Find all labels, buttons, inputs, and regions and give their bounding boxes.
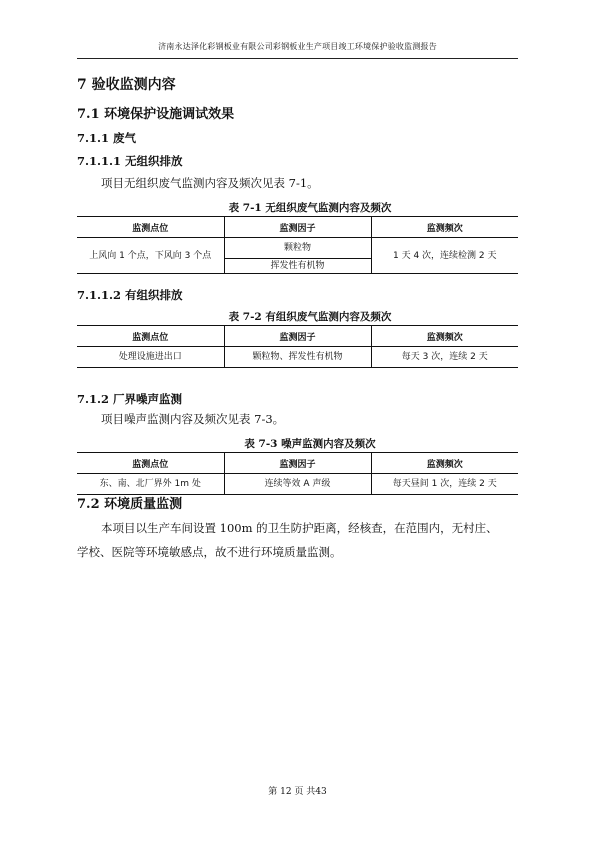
- table-header-cell: 监测点位: [77, 217, 224, 238]
- table-header-cell: 监测频次: [371, 326, 518, 347]
- section-7-1-2-heading: 7.1.2 厂界噪声监测: [77, 392, 183, 406]
- monitoring-point-cell: 上风向 1 个点，下风向 3 个点: [77, 238, 224, 274]
- table-7-1-intro: 项目无组织废气监测内容及频次见表 7-1。: [101, 176, 319, 190]
- table-7-3: [77, 452, 518, 495]
- table-7-2: [77, 325, 518, 368]
- table-7-1-header-row: [77, 217, 518, 238]
- table-7-2-caption: 表 7-2 有组织废气监测内容及频次: [228, 311, 392, 323]
- header-divider: [77, 58, 518, 59]
- frequency-cell: 1 天 4 次，连续检测 2 天: [371, 238, 518, 274]
- table-7-3-header-row: [77, 453, 518, 474]
- table-7-1: [77, 216, 518, 274]
- table-7-3-intro: 项目噪声监测内容及频次见表 7-3。: [101, 412, 285, 426]
- frequency-cell: 每天昼间 1 次，连续 2 天: [371, 474, 518, 495]
- section-7-1-heading: 7.1 环境保护设施调试效果: [77, 107, 235, 122]
- table-row: [77, 474, 518, 495]
- section-7-2-paragraph-line1: 本项目以生产车间设置 100m 的卫生防护距离，经核查，在范围内，无村庄、: [101, 521, 498, 535]
- section-7-1-1-1-heading: 7.1.1.1 无组织排放: [77, 154, 183, 168]
- table-header-cell: 监测频次: [371, 453, 518, 474]
- table-row: [77, 347, 518, 368]
- monitoring-point-cell: 处理设施进出口: [77, 347, 224, 368]
- page-number: 第 12 页 共43: [268, 787, 327, 797]
- table-row: [77, 238, 518, 259]
- table-header-cell: 监测点位: [77, 453, 224, 474]
- table-7-3-caption: 表 7-3 噪声监测内容及频次: [244, 438, 376, 450]
- table-7-2-header-row: [77, 326, 518, 347]
- section-7-2-paragraph-line2: 学校、医院等环境敏感点，故不进行环境质量监测。: [77, 545, 342, 559]
- report-header-title: 济南永达泽化彩钢板业有限公司彩钢板业生产项目竣工环境保护验收监测报告: [158, 42, 437, 51]
- table-header-cell: 监测点位: [77, 326, 224, 347]
- factor-cell: 挥发性有机物: [224, 259, 371, 274]
- section-7-1-1-heading: 7.1.1 废气: [77, 131, 137, 145]
- factor-cell: 颗粒物、挥发性有机物: [224, 347, 371, 368]
- table-7-1-caption: 表 7-1 无组织废气监测内容及频次: [228, 202, 392, 214]
- table-header-cell: 监测因子: [224, 453, 371, 474]
- factor-cell: 颗粒物: [224, 238, 371, 259]
- frequency-cell: 每天 3 次，连续 2 天: [371, 347, 518, 368]
- section-7-heading: 7 验收监测内容: [77, 77, 176, 93]
- table-header-cell: 监测因子: [224, 326, 371, 347]
- section-7-2-heading: 7.2 环境质量监测: [77, 497, 183, 512]
- factor-cell: 连续等效 A 声级: [224, 474, 371, 495]
- table-header-cell: 监测频次: [371, 217, 518, 238]
- monitoring-point-cell: 东、南、北厂界外 1m 处: [77, 474, 224, 495]
- table-header-cell: 监测因子: [224, 217, 371, 238]
- section-7-1-1-2-heading: 7.1.1.2 有组织排放: [77, 288, 183, 302]
